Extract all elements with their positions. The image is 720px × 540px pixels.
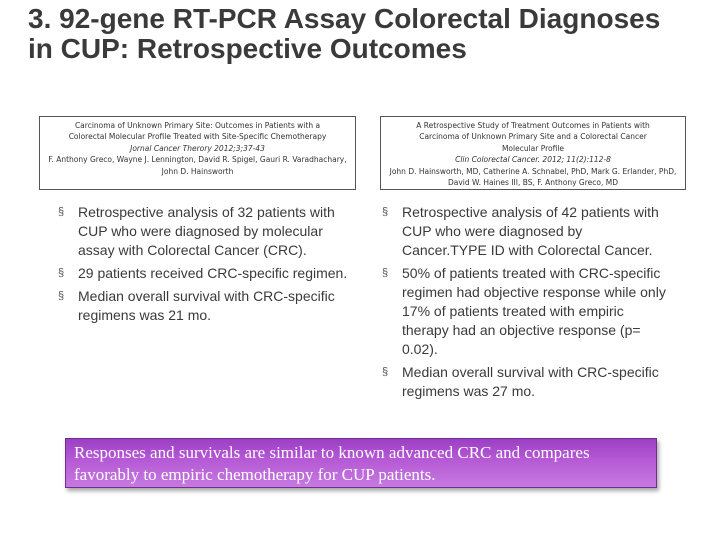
- reference-journal: Clin Colorectal Cancer. 2012; 11(2):112-8: [455, 155, 611, 165]
- conclusion-callout: Responses and survivals are similar to known advanced CRC and compares favorably to empiric chemotherapy for CUP patients.: [65, 438, 657, 488]
- list-item: [55, 287, 350, 325]
- reference-title-line: Carcinoma of Unknown Primary Site and a Colorectal Cancer: [419, 132, 647, 142]
- reference-authors: F. Anthony Greco, Wayne J. Lennington, David R. Spigel, Gauri R. Varadhachary, John D. Hainsworth: [48, 155, 347, 176]
- slide-title: 3. 92-gene RT-PCR Assay Colorectal Diagnoses in CUP: Retrospective Outcomes: [28, 3, 661, 64]
- list-item: [379, 264, 669, 359]
- bullet-text: Retrospective analysis of 32 patients with CUP who were diagnosed by molecular assay with Colorectal Cancer (CRC).: [78, 204, 335, 258]
- bullet-list-right: [379, 203, 669, 405]
- bullet-text: 29 patients received CRC-specific regimen.: [78, 265, 348, 281]
- reference-journal: Jornal Cancer Therory 2012;3;37-43: [130, 143, 265, 153]
- reference-title-line: Molecular Profile: [501, 143, 565, 153]
- list-item: [379, 363, 669, 401]
- bullet-marker-icon: §: [382, 366, 389, 378]
- bullet-list-left: [55, 203, 350, 329]
- bullet-marker-icon: §: [58, 206, 65, 218]
- reference-title-line: Colorectal Molecular Profile Treated with Site-Specific Chemotherapy: [68, 132, 327, 142]
- bullet-text: Retrospective analysis of 42 patients with CUP who were diagnosed by Cancer.TYPE ID with Colorectal Cancer.: [402, 204, 659, 258]
- reference-box-left: [39, 116, 356, 190]
- list-item: [55, 203, 350, 260]
- reference-title-line: Carcinoma of Unknown Primary Site: Outcomes in Patients with a: [74, 121, 321, 130]
- bullet-marker-icon: §: [58, 290, 65, 302]
- reference-title-line: A Retrospective Study of Treatment Outcomes in Patients with: [416, 121, 650, 130]
- bullet-marker-icon: §: [382, 267, 389, 279]
- list-item: [379, 203, 669, 260]
- bullet-marker-icon: §: [382, 206, 389, 218]
- list-item: [55, 264, 350, 283]
- bullet-text: 50% of patients treated with CRC-specific regimen had objective response while only 17% of patients treated with empiric therapy had an objective response (p= 0.02).: [402, 265, 666, 357]
- bullet-marker-icon: §: [58, 267, 65, 279]
- bullet-text: Median overall survival with CRC-specific regimens was 27 mo.: [402, 364, 659, 399]
- reference-authors: John D. Hainsworth, MD, Catherine A. Schnabel, PhD, Mark G. Erlander, PhD, David W. Haines III, BS, F. Anthony Greco, MD: [389, 166, 677, 188]
- bullet-text: Median overall survival with CRC-specific regimens was 21 mo.: [78, 288, 335, 323]
- reference-box-right: [380, 116, 686, 190]
